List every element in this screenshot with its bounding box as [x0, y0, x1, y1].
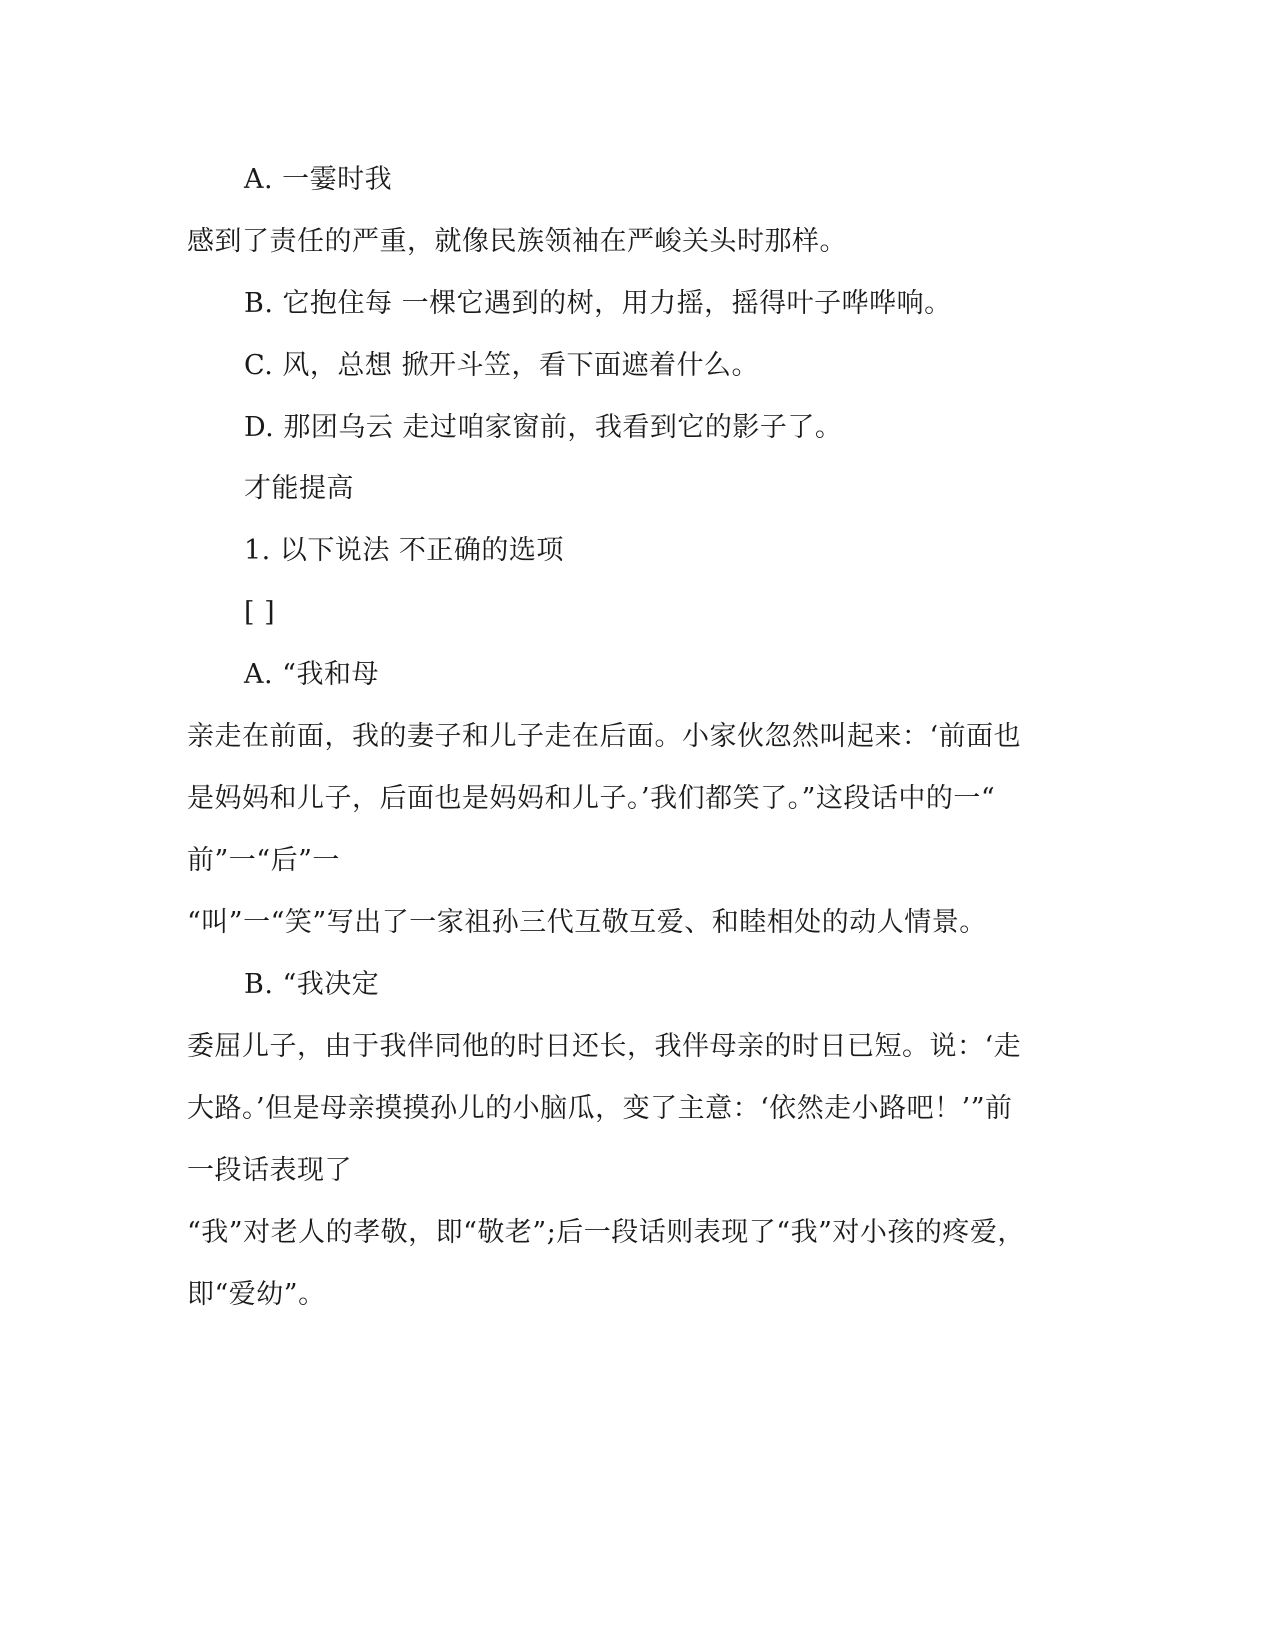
text-line: D. 那团乌云 走过咱家窗前，我看到它的影子了。 — [244, 412, 843, 443]
text-line: 委屈儿子，由于我伴同他的时日还长，我伴母亲的时日已短。说：‘走 — [187, 1031, 1022, 1062]
text-line: 亲走在前面，我的妻子和儿子走在后面。小家伙忽然叫起来：‘前面也 — [187, 721, 1022, 752]
answer-brackets: [ ] — [244, 597, 276, 628]
text-line: 感到了责任的严重，就像民族领袖在严峻关头时那样。 — [187, 226, 847, 257]
text-line: “我”对老人的孝敬，即“敬老”;后一段话则表现了“我”对小孩的疼爱， — [187, 1217, 1025, 1248]
text-line: 一段话表现了 — [187, 1155, 352, 1186]
section-heading: 才能提高 — [244, 473, 354, 504]
text-line: B. 它抱住每 一棵它遇到的树，用力摇，摇得叶子哗哗响。 — [244, 288, 952, 319]
text-line: “叫”一“笑”写出了一家祖孙三代互敬互爱、和睦相处的动人情景。 — [187, 907, 987, 938]
text-line: 即“爱幼”。 — [187, 1279, 326, 1310]
text-line: 大路。’但是母亲摸摸孙儿的小脑瓜，变了主意：‘依然走小路吧！’”前 — [187, 1093, 1013, 1124]
text-line: A. 一霎时我 — [244, 164, 393, 195]
text-line: B. “我决定 — [244, 969, 380, 1000]
question-title: 1. 以下说法 不正确的选项 — [244, 535, 564, 566]
text-line: A. “我和母 — [244, 659, 379, 690]
text-line: 是妈妈和儿子，后面也是妈妈和儿子。’我们都笑了。”这段话中的一“ — [187, 783, 996, 814]
text-line: C. 风，总想 掀开斗笠，看下面遮着什么。 — [244, 350, 759, 381]
text-line: 前”一“后”一 — [187, 845, 340, 876]
